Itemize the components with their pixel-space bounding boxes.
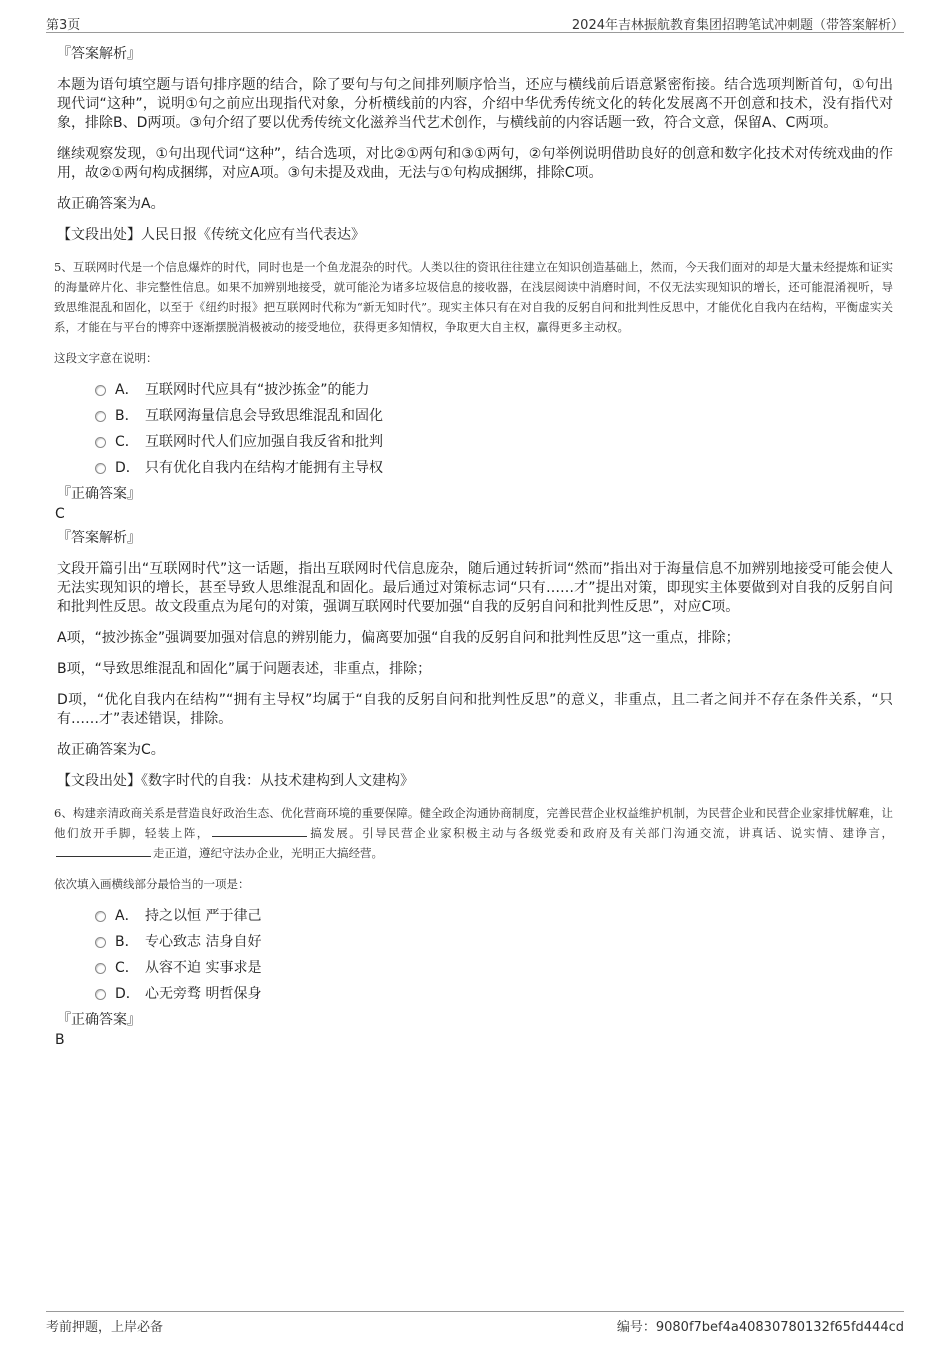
option-text: 互联网海量信息会导致思维混乱和固化 <box>145 408 383 424</box>
option-letter: A． <box>115 382 139 398</box>
q5-option-c[interactable] <box>95 429 893 455</box>
radio-icon[interactable] <box>95 937 106 948</box>
q6-option-d[interactable] <box>95 981 893 1007</box>
q5-analysis-paragraph: A项，“披沙拣金”强调要加强对信息的辨别能力，偏离要加强“自我的反躬自问和批判性反思”这一重点，排除； <box>57 630 740 646</box>
option-letter: C． <box>115 960 139 976</box>
radio-icon[interactable] <box>95 437 106 448</box>
option-text: 互联网时代人们应加强自我反省和批判 <box>145 434 383 450</box>
q5-analysis-label: 『答案解析』 <box>57 530 141 546</box>
q5-analysis-paragraph: D项，“优化自我内在结构”“拥有主导权”均属于“自我的反躬自问和批判性反思”的意义，非重点，且二者之间并不存在条件关系，“只有……才”表述错误，排除。 <box>57 692 893 727</box>
page-footer <box>46 1311 904 1334</box>
q4-analysis-label: 『答案解析』 <box>57 46 141 62</box>
option-text: 专心致志 洁身自好 <box>145 934 262 950</box>
radio-icon[interactable] <box>95 385 106 396</box>
q5-correct-answer: C <box>55 506 65 522</box>
option-letter: B． <box>115 408 139 424</box>
fill-blank <box>212 824 307 837</box>
option-letter: A． <box>115 908 139 924</box>
q6-correct-label: 『正确答案』 <box>57 1012 141 1028</box>
q6-prompt: 依次填入画横线部分最恰当的一项是： <box>54 877 250 891</box>
q5-correct-label: 『正确答案』 <box>57 486 141 502</box>
option-text: 只有优化自我内在结构才能拥有主导权 <box>145 460 383 476</box>
radio-icon[interactable] <box>95 411 106 422</box>
option-letter: C． <box>115 434 139 450</box>
option-text: 互联网时代应具有“披沙拣金”的能力 <box>145 382 370 398</box>
radio-icon[interactable] <box>95 989 106 1000</box>
q6-option-c[interactable] <box>95 955 893 981</box>
q5-option-b[interactable] <box>95 403 893 429</box>
q4-analysis-paragraph: 本题为语句填空题与语句排序题的结合，除了要句与句之间排列顺序恰当，还应与横线前后语意紧密衔接。结合选项判断首句，①句出现代词“这种”，说明①句之前应出现指代对象，分析横线前的内容，介绍中华优秀传统文化的转化发展离不开创意和技术，没有指代对象，排除B、D两项。③句介绍了要以优秀传统文化滋养当代艺术创作，与横线前的内容话题一致，符合文意，保留A、C两项。 <box>57 77 893 131</box>
q6-text-part: 搞发展。引导民营企业家积极主动与各级党委和政府及有关部门沟通交流，讲真话、说实情、建诤言， <box>308 826 894 840</box>
option-text: 心无旁骛 明哲保身 <box>145 986 262 1002</box>
document-title: 2024年吉林振航教育集团招聘笔试冲刺题（带答案解析） <box>571 18 904 33</box>
q5-option-a[interactable] <box>95 377 893 403</box>
q5-question-text: 5、互联网时代是一个信息爆炸的时代，同时也是一个鱼龙混杂的时代。人类以往的资讯往往建立在知识创造基础上，然而，今天我们面对的却是大量未经提炼和证实的海量碎片化、非完整性信息。如果不加辨别地接受，就可能沦为诸多垃圾信息的接收器，在浅层阅读中消磨时间，不仅无法实现知识的增长，还可能混淆视听，导致思维混乱和固化，以至于《纽约时报》把互联网时代称为“新无知时代”。现实主体只有在对自我的反躬自问和批判性反思中，才能优化自我内在结构，平衡虚实关系，才能在与平台的博弈中逐渐摆脱消极被动的接受地位，获得更多知情权，争取更大自主权，赢得更多主动权。 <box>54 260 893 334</box>
q6-option-a[interactable] <box>95 903 893 929</box>
option-text: 从容不迫 实事求是 <box>145 960 262 976</box>
option-letter: B． <box>115 934 139 950</box>
q5-option-d[interactable] <box>95 455 893 481</box>
document-id: 编号：9080f7bef4a40830780132f65fd444cd <box>616 1320 904 1335</box>
q5-prompt: 这段文字意在说明： <box>54 351 158 365</box>
q6-option-b[interactable] <box>95 929 893 955</box>
option-letter: D． <box>115 460 140 476</box>
q5-source: 【文段出处】《数字时代的自我：从技术建构到人文建构》 <box>57 773 414 789</box>
option-text: 持之以恒 严于律己 <box>145 908 262 924</box>
q5-analysis-paragraph: 文段开篇引出“互联网时代”这一话题，指出互联网时代信息庞杂，随后通过转折词“然而”指出对于海量信息不加辨别地接受可能会使人无法实现知识的增长，甚至导致人思维混乱和固化。最后通过对策标志词“只有……才”提出对策，即现实主体要做到对自我的反躬自问和批判性反思。故文段重点为尾句的对策，强调互联网时代要加强“自我的反躬自问和批判性反思”，对应C项。 <box>57 561 893 615</box>
option-letter: D． <box>115 986 140 1002</box>
page-content <box>54 44 894 1054</box>
q4-analysis-paragraph: 继续观察发现，①句出现代词“这种”，结合选项，对比②①两句和③①两句，②句举例说明借助良好的创意和数字化技术对传统戏曲的作用，故②①两句构成捆绑，对应A项。③句未提及戏曲，无法与①句构成捆绑，排除C项。 <box>57 146 893 181</box>
q6-correct-answer: B <box>55 1032 65 1048</box>
q6-text-part: 走正道，遵纪守法办企业，光明正大搞经营。 <box>153 846 383 860</box>
q4-source: 【文段出处】人民日报《传统文化应有当代表达》 <box>57 227 365 243</box>
radio-icon[interactable] <box>95 463 106 474</box>
page-header <box>46 12 904 33</box>
radio-icon[interactable] <box>95 911 106 922</box>
footer-slogan: 考前押题，上岸必备 <box>46 1320 164 1335</box>
page-number: 第3页 <box>46 18 81 33</box>
radio-icon[interactable] <box>95 963 106 974</box>
fill-blank <box>56 844 151 857</box>
q6-question-text <box>54 803 893 863</box>
q5-options <box>95 377 893 481</box>
q4-conclusion: 故正确答案为A。 <box>57 196 165 212</box>
q6-options <box>95 903 893 1007</box>
q5-analysis-paragraph: B项，“导致思维混乱和固化”属于问题表述，非重点，排除； <box>57 661 432 677</box>
q6-text-part: 6、构建亲清政商关系是营造良好政治生态、优化营商环境的重要保障。健全政企沟通协商制度，完善民营企业权益维护机制，为民营企业和民营企业家排忧解难，让他们放开手脚，轻装上阵， <box>54 806 893 840</box>
q5-conclusion: 故正确答案为C。 <box>57 742 165 758</box>
